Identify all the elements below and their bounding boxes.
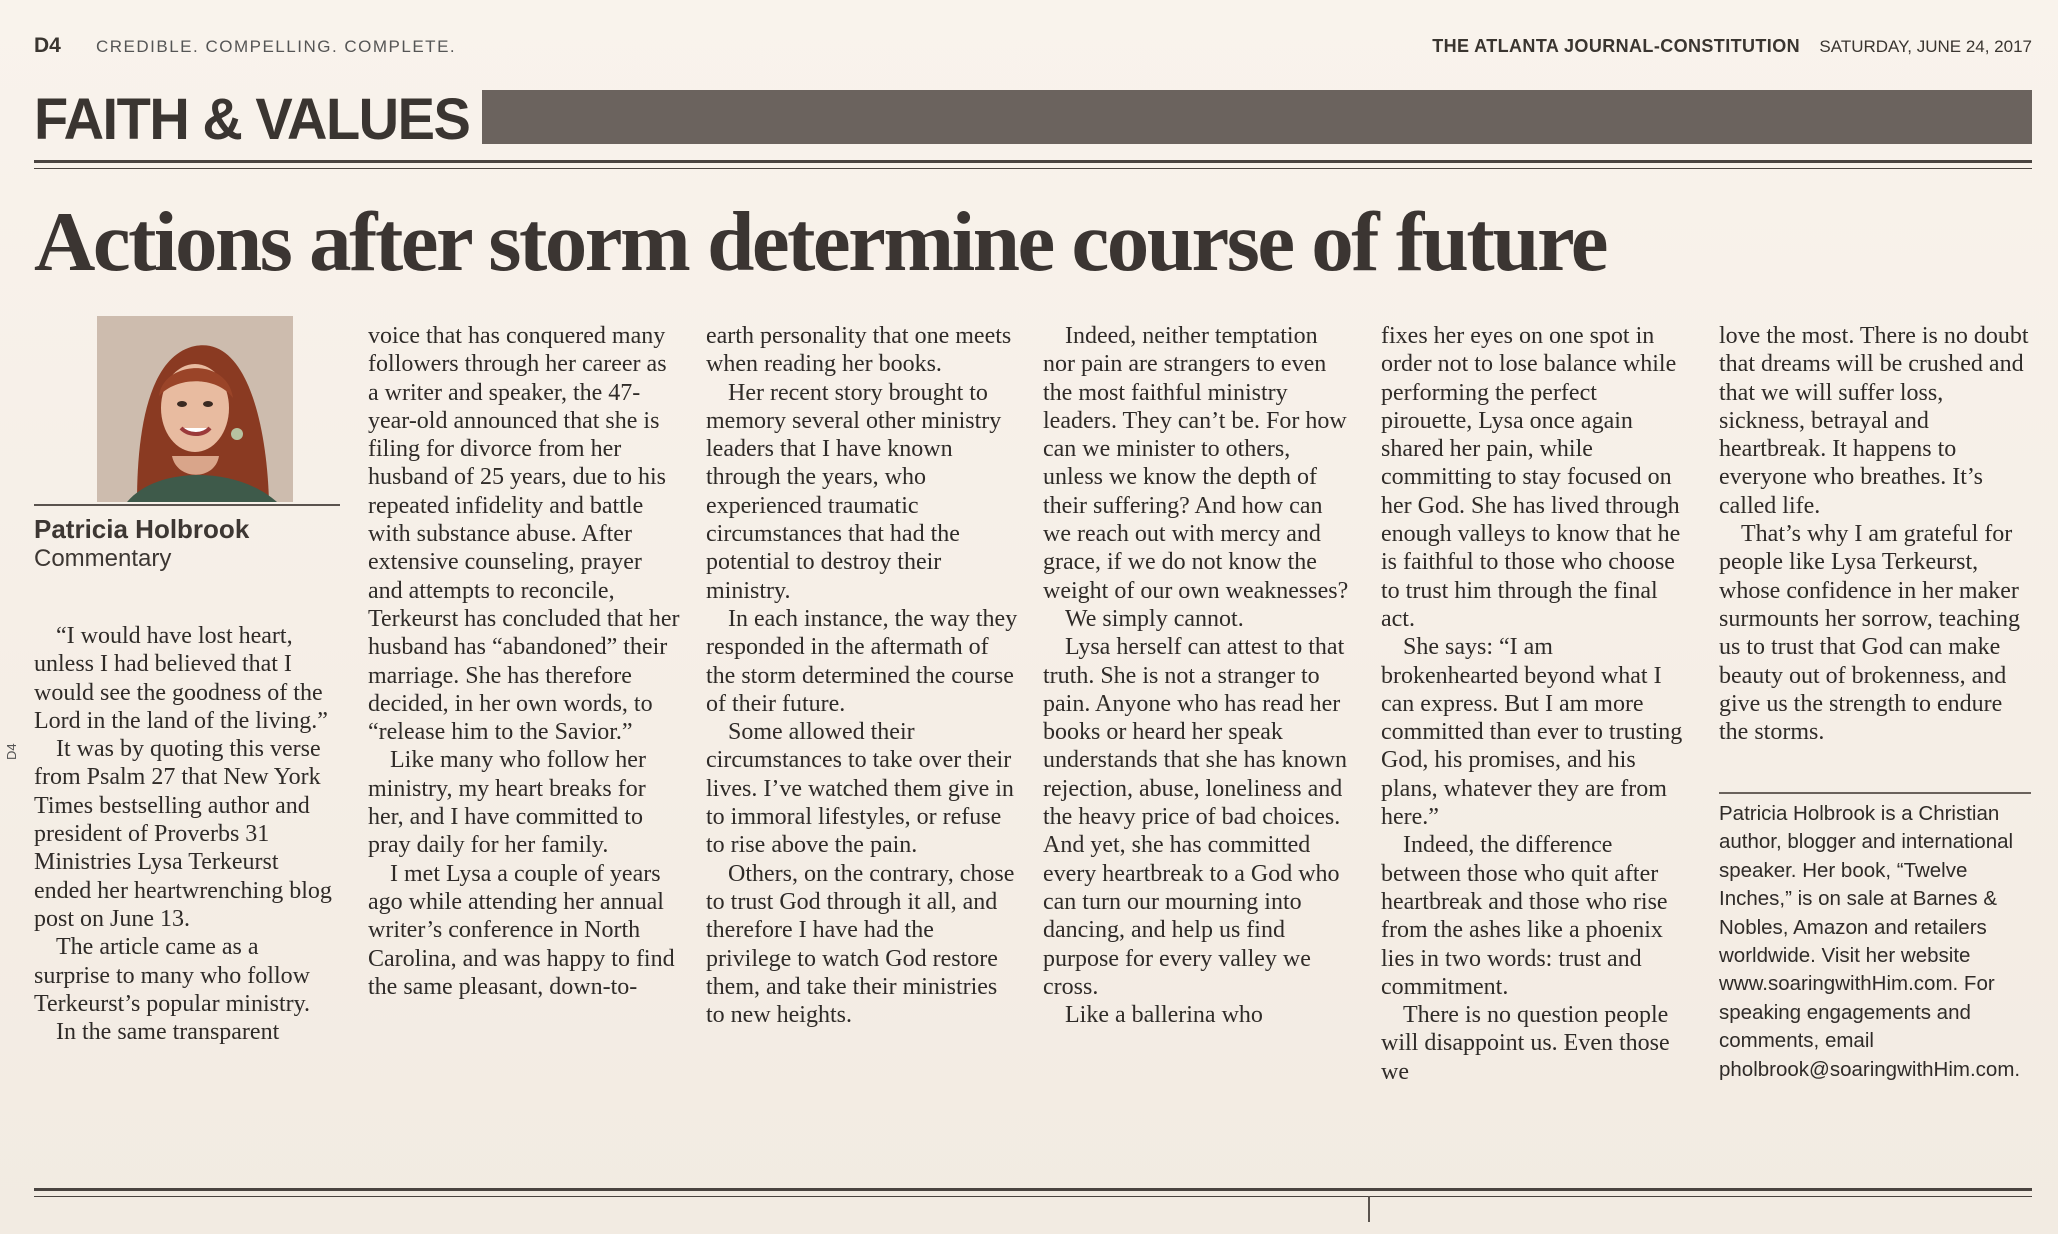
article-headline: Actions after storm determine course of future [34,195,1606,289]
author-portrait-image [97,316,293,502]
paragraph: Indeed, neither temptation nor pain are strangers to even the most faithful ministry leaders. They can’t be. For how can we minister to others, unless we know the depth of their suffering? And how can we reach out with mercy and grace, if we do not know the weight of our own weaknesses? [1043,323,1349,604]
section-bar [482,90,2032,144]
author-bio: Patricia Holbrook is a Christian author, blogger and international speaker. Her book, “Twelve Inches,” is on sale at Barnes & Nobles, Amazon and retailers worldwide. Visit her website www.soaringwithHim.com. For speaking engagements and comments, email pholbrook@soaringwithHim.com. [1719,802,2021,1081]
paragraph: I met Lysa a couple of years ago while attending her annual writer’s conference in North Carolina, and was happy to find the same pleasant, down-to- [368,860,675,1000]
paragraph: Some allowed their circumstances to take over their lives. I’ve watched them give in to immoral lifestyles, or refuse to rise above the pain. [706,719,1014,859]
paragraph: Like a ballerina who [1065,1002,1263,1029]
byline-rule [34,504,340,506]
bottom-column-divider [1368,1196,1370,1222]
paragraph: voice that has conquered many followers through her career as a writer and speaker, the 47-year-old announced that she is filing for divorce from her husband of 25 years, due to his repeated infidelity and battle with substance abuse. After extensive counseling, prayer and attempts to reconcile, Terkeurst has concluded that her husband has “abandoned” their marriage. She has therefore decided, in her own words, to “release him to the Savior.” [368,323,680,746]
section-rule-bottom [34,168,2032,169]
section-label: FAITH & VALUES [34,85,470,152]
paragraph: Like many who follow her ministry, my heart breaks for her, and I have committed to pray daily for her family. [368,747,646,859]
paragraph: “I would have lost heart, unless I had believed that I would see the goodness of the Lord in the land of the living.” [34,623,328,734]
paragraph: In each instance, the way they responded in the aftermath of the storm determined the course of their future. [706,605,1018,717]
issue-date: SATURDAY, JUNE 24, 2017 [1819,37,2032,56]
paragraph: Others, on the contrary, chose to trust God through it all, and therefore I have had the privilege to watch God restore them, and take their ministries to new heights. [706,860,1015,1029]
paragraph: It was by quoting this verse from Psalm 27 that New York Times bestselling author and president of Proverbs 31 Ministries Lysa Terkeurst ended her heartwrenching blog post on June 13. [34,736,332,932]
paragraph: Her recent story brought to memory several other ministry leaders that I have known through the years, who experienced traumatic circumstances that had the potential to destroy their ministry. [706,379,1002,604]
article-column-5 [1381,322,1693,1086]
bottom-rule [34,1188,2032,1191]
article-column-1 [34,622,340,1046]
folio-line [34,34,2032,64]
article-column-2 [368,322,680,1001]
paragraph: Indeed, the difference between those who quit after heartbreak and those who rise from the ashes like a phoenix lies in two words: trust and commitment. [1381,832,1668,1000]
paper-name: THE ATLANTA JOURNAL-CONSTITUTION [1432,36,1800,56]
page-number: D4 [34,34,61,57]
paragraph: That’s why I am grateful for people like Lysa Terkeurst, whose confidence in her maker surmounts her sorrow, teaching us to trust that God can make beauty out of brokenness, and give us the strength to endure the storms. [1719,521,2021,746]
paragraph: fixes her eyes on one spot in order not to lose balance while performing the perfect pirouette, Lysa once again shared her pain, while committing to stay focused on her God. She has lived through enough valleys to know that he is faithful to those who choose to trust him through the final act. [1381,323,1681,632]
article-column-3 [706,322,1018,1029]
bottom-rule-thin [34,1196,2032,1197]
paragraph: She says: “I am brokenhearted beyond what I can express. But I am more committed than ever to trusting God, his promises, and his plans, whatever they are from here.” [1381,634,1683,831]
article-column-4 [1043,322,1355,1029]
paragraph: The article came as a surprise to many who follow Terkeurst’s popular ministry. [34,934,311,1017]
author-photo [97,316,293,502]
paragraph: In the same transparent [56,1019,280,1046]
folio-tagline: CREDIBLE. COMPELLING. COMPLETE. [96,37,457,56]
paragraph: love the most. There is no doubt that dreams will be crushed and that we will suffer loss, sickness, betrayal and heartbreak. It happens to everyone who breathes. It’s called life. [1719,323,2029,519]
author-name: Patricia Holbrook [34,514,250,544]
paragraph: earth personality that one meets when reading her books. [706,323,1012,378]
paragraph: We simply cannot. [1065,605,1244,632]
side-page-mark: D4 [4,743,19,760]
article-column-6 [1719,322,2031,746]
paragraph: There is no question people will disappoint us. Even those we [1381,1002,1670,1085]
section-rule-top [34,160,2032,163]
author-role: Commentary [34,545,172,572]
section-header [34,82,2032,152]
paragraph: Lysa herself can attest to that truth. She is not a stranger to pain. Anyone who has read her books or heard her speak understands that she has known rejection, abuse, loneliness and the heavy price of bad choices. And yet, she has committed every heartbreak to a God who can turn our mourning into dancing, and help us find purpose for every valley we cross. [1043,634,1347,1000]
bio-rule [1719,792,2031,794]
